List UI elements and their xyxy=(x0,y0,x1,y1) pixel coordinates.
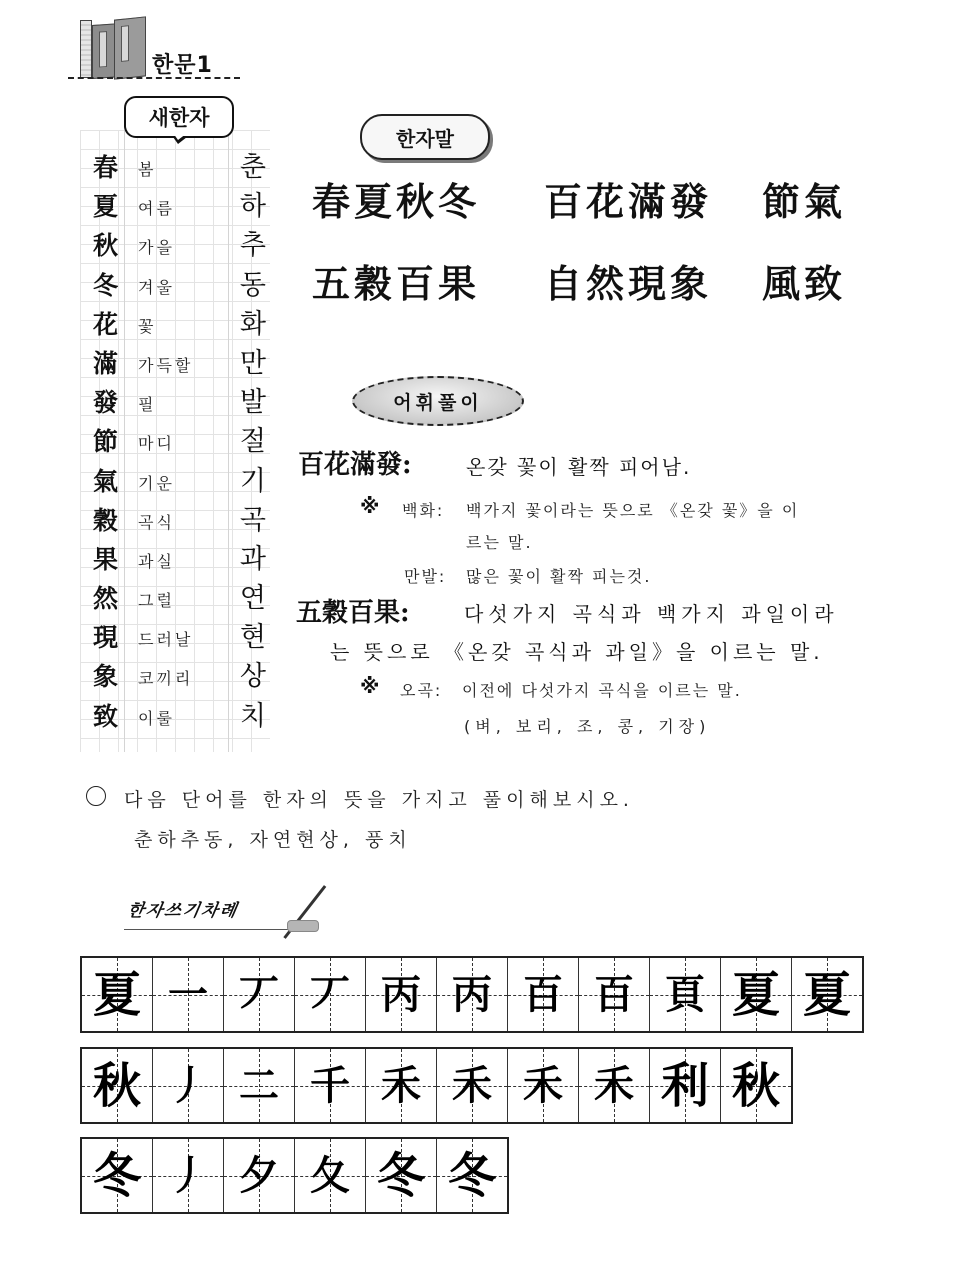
vocab-item xyxy=(80,187,270,226)
stroke-glyph: 丆 xyxy=(239,970,279,1018)
vocab-item xyxy=(80,148,270,187)
note-text: 많은 꽃이 활짝 피는것. xyxy=(466,567,652,586)
stroke-glyph: 夂 xyxy=(310,1151,350,1199)
vocab-item xyxy=(80,579,270,618)
note-mark: ※ xyxy=(360,494,380,518)
stroke-cell xyxy=(366,1139,437,1212)
stroke-cell xyxy=(224,958,295,1031)
exercise-bullet-icon xyxy=(86,786,106,806)
stroke-cell xyxy=(721,1049,791,1122)
vocab-hanja: 花 xyxy=(93,309,119,339)
vocab-item xyxy=(80,540,270,579)
stroke-glyph: 丙 xyxy=(381,970,421,1018)
vocab-reading: 곡 xyxy=(239,504,266,536)
stroke-glyph: 夏 xyxy=(802,966,851,1023)
stroke-cell xyxy=(366,958,437,1031)
vocab-meaning: 봄 xyxy=(138,160,157,179)
vocab-reading: 춘 xyxy=(239,152,266,183)
books-icon xyxy=(80,16,150,78)
stroke-glyph: 百 xyxy=(523,970,563,1018)
stroke-cell xyxy=(437,1049,508,1122)
stroke-glyph: 禾 xyxy=(452,1061,492,1109)
hanja-words xyxy=(312,172,872,336)
stroke-cell xyxy=(82,958,153,1031)
stroke-glyph: 丿 xyxy=(168,1061,208,1109)
vocab-hanja: 冬 xyxy=(93,270,119,300)
stroke-glyph: 禾 xyxy=(523,1061,563,1109)
hanja-word: 節氣 xyxy=(762,179,847,224)
vocab-reading: 상 xyxy=(239,661,266,693)
vocab-hanja: 致 xyxy=(93,701,119,731)
definition-term: 百花滿發: xyxy=(298,450,412,480)
stroke-row-autumn xyxy=(80,1047,793,1124)
vocab-reading: 기 xyxy=(239,465,266,497)
vocab-hanja: 春 xyxy=(93,153,119,182)
vocab-meaning: 꽃 xyxy=(138,316,157,336)
vocab-meaning: 기운 xyxy=(138,473,175,493)
vocab-reading: 치 xyxy=(239,700,266,732)
stroke-row-winter xyxy=(80,1137,509,1214)
vocab-hanja: 象 xyxy=(93,662,119,692)
vocab-list xyxy=(80,148,270,736)
stroke-glyph: 冬 xyxy=(92,1147,141,1204)
vocab-hanja: 然 xyxy=(93,584,119,614)
vocab-hanja: 現 xyxy=(93,623,119,653)
note-text: (벼, 보리, 조, 콩, 기장) xyxy=(464,717,711,736)
vocab-item xyxy=(80,344,270,383)
vocab-item xyxy=(80,618,270,657)
note-label: 오곡: xyxy=(400,681,443,700)
vocab-reading: 추 xyxy=(239,230,266,262)
stroke-cell xyxy=(82,1139,153,1212)
definition-term: 五穀百果: xyxy=(296,598,410,628)
note-text: 이전에 다섯가지 곡식을 이르는 말. xyxy=(462,681,742,700)
hanja-word: 自然現象 xyxy=(544,261,713,306)
vocab-item xyxy=(80,462,270,501)
vocab-meaning: 코끼리 xyxy=(138,669,194,689)
hanja-word: 百花滿發 xyxy=(544,179,713,224)
note-mark: ※ xyxy=(360,674,380,698)
stroke-glyph: 夕 xyxy=(239,1151,279,1199)
stroke-cell xyxy=(650,1049,721,1122)
stroke-glyph: 夏 xyxy=(92,966,141,1023)
vocab-item xyxy=(80,226,270,265)
vocab-reading: 만 xyxy=(239,347,266,379)
stroke-row-summer xyxy=(80,956,864,1033)
stroke-cell xyxy=(295,958,366,1031)
note-label: 백화: xyxy=(402,501,445,520)
page-header xyxy=(68,12,240,80)
vocab-meaning: 가득할 xyxy=(138,355,194,375)
stroke-glyph: 丙 xyxy=(452,970,492,1018)
vocab-meaning: 곡식 xyxy=(138,512,175,532)
vocab-reading: 과 xyxy=(239,543,266,575)
vocab-item xyxy=(80,266,270,305)
eraser-icon xyxy=(287,920,319,932)
stroke-glyph: 利 xyxy=(660,1057,709,1114)
stroke-glyph: 丿 xyxy=(168,1151,208,1199)
vocab-meaning: 마디 xyxy=(138,434,175,454)
definition-text: 온갖 꽃이 활짝 피어남. xyxy=(466,455,692,479)
note-label: 만발: xyxy=(404,567,447,586)
vocab-meaning: 그럴 xyxy=(138,591,175,611)
vocab-reading: 화 xyxy=(239,308,266,340)
exercise-words: 춘하추동, 자연현상, 풍치 xyxy=(134,829,412,851)
vocab-hanja: 夏 xyxy=(93,192,119,222)
word-row xyxy=(312,172,872,254)
stroke-glyph: 秋 xyxy=(92,1057,141,1114)
word-row xyxy=(312,254,872,336)
stroke-cell xyxy=(295,1139,366,1212)
vocab-reading: 동 xyxy=(239,269,266,301)
vocab-reading: 연 xyxy=(239,583,266,615)
vocab-meaning: 드러날 xyxy=(138,630,194,650)
vocab-hanja: 氣 xyxy=(93,466,119,496)
note-text: 르는 말. xyxy=(466,533,533,552)
stroke-glyph: 千 xyxy=(310,1061,350,1109)
vocab-hanja: 滿 xyxy=(93,348,119,378)
vocab-reading: 발 xyxy=(239,387,266,419)
stroke-cell xyxy=(579,1049,650,1122)
stroke-glyph: 頁 xyxy=(665,970,705,1018)
stroke-cell xyxy=(224,1049,295,1122)
stroke-glyph: 二 xyxy=(239,1061,279,1109)
stroke-cell xyxy=(153,958,224,1031)
vocab-meaning: 과실 xyxy=(138,551,175,571)
stroke-cell xyxy=(579,958,650,1031)
hanja-word: 五穀百果 xyxy=(312,261,481,306)
vocab-meaning: 가을 xyxy=(138,238,175,258)
stroke-title-underline xyxy=(124,929,292,930)
stroke-cell xyxy=(366,1049,437,1122)
vocab-hanja: 穀 xyxy=(93,505,119,535)
stroke-glyph: 秋 xyxy=(731,1057,780,1114)
page-title: 한문1 xyxy=(152,53,213,78)
stroke-order-title: 한자쓰기차례 xyxy=(125,901,240,921)
stroke-glyph: 冬 xyxy=(376,1147,425,1204)
vocab-explanation-badge: 어휘풀이 xyxy=(352,376,524,426)
vocab-meaning: 이룰 xyxy=(138,708,175,728)
stroke-glyph: 夏 xyxy=(731,966,780,1023)
header-divider xyxy=(68,77,240,79)
stroke-cell xyxy=(295,1049,366,1122)
vocab-item xyxy=(80,305,270,344)
stroke-cell xyxy=(650,958,721,1031)
stroke-cell xyxy=(792,958,862,1031)
vocab-hanja: 發 xyxy=(93,388,119,418)
vocab-meaning: 필 xyxy=(138,395,157,415)
vocab-meaning: 여름 xyxy=(138,199,175,219)
note-text: 백가지 꽃이라는 뜻으로 《온갖 꽃》을 이 xyxy=(466,501,800,520)
stroke-glyph: 冬 xyxy=(447,1147,496,1204)
stroke-glyph: 禾 xyxy=(381,1061,421,1109)
vocab-item xyxy=(80,422,270,461)
vocab-item xyxy=(80,697,270,736)
definition-text: 는 뜻으로 《온갖 곡식과 과일》을 이르는 말. xyxy=(330,640,824,664)
vocab-meaning: 겨울 xyxy=(138,277,175,297)
vocab-hanja: 秋 xyxy=(93,231,119,261)
stroke-cell xyxy=(721,958,792,1031)
vocab-reading: 하 xyxy=(239,191,266,223)
stroke-cell xyxy=(508,958,579,1031)
stroke-glyph: 百 xyxy=(594,970,634,1018)
vocab-item xyxy=(80,657,270,696)
new-hanja-badge: 새한자 xyxy=(124,96,234,138)
stroke-cell xyxy=(437,958,508,1031)
vocab-item xyxy=(80,383,270,422)
stroke-cell xyxy=(82,1049,153,1122)
vocab-hanja: 果 xyxy=(93,544,119,574)
stroke-glyph: 禾 xyxy=(594,1061,634,1109)
hanja-words-badge: 한자말 xyxy=(360,114,490,160)
hanja-word: 風致 xyxy=(762,261,847,306)
vocab-reading: 절 xyxy=(239,426,266,458)
stroke-cell xyxy=(153,1139,224,1212)
stroke-glyph: 一 xyxy=(168,970,208,1018)
stroke-cell xyxy=(508,1049,579,1122)
stroke-cell xyxy=(224,1139,295,1212)
vocab-hanja: 節 xyxy=(93,427,119,457)
exercise-instruction: 다음 단어를 한자의 뜻을 가지고 풀이해보시오. xyxy=(124,789,634,811)
vocab-reading: 현 xyxy=(239,622,266,654)
hanja-word: 春夏秋冬 xyxy=(312,179,481,224)
vocab-item xyxy=(80,501,270,540)
stroke-cell xyxy=(437,1139,507,1212)
stroke-cell xyxy=(153,1049,224,1122)
definition-text: 다섯가지 곡식과 백가지 과일이라 xyxy=(464,602,839,626)
stroke-glyph: 丆 xyxy=(310,970,350,1018)
